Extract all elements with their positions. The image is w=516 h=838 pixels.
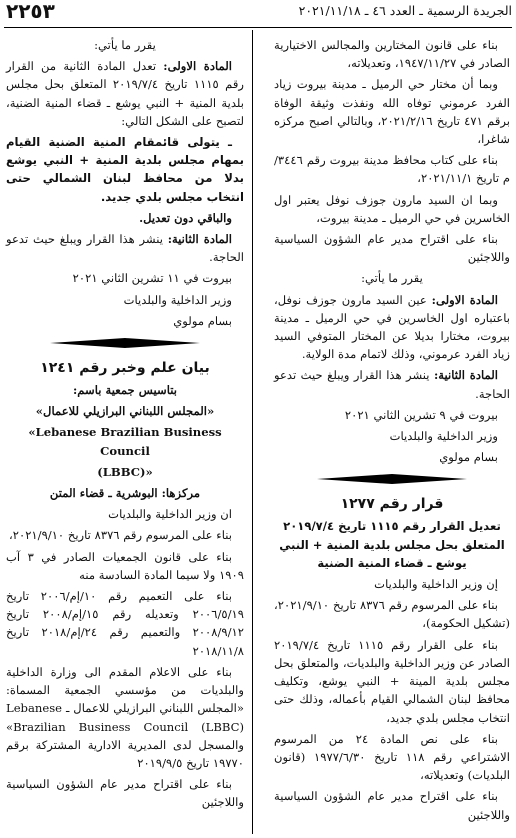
article-label: المادة الثانية: bbox=[167, 232, 232, 247]
article-text: ينشر هذا القرار ويبلغ حيث تدعو الحاجة. bbox=[6, 232, 244, 265]
decision-title: قرار رقم ١٢٧٧ bbox=[340, 496, 444, 513]
page-header bbox=[4, 2, 512, 24]
article-1 bbox=[6, 57, 244, 130]
article-1 bbox=[274, 291, 510, 364]
article-label: المادة الاولى: bbox=[431, 292, 499, 307]
article-label: المادة الثانية: bbox=[433, 368, 498, 383]
association-hq: مركزها: البوشرية ـ قضاء المتن bbox=[49, 486, 201, 501]
section-separator bbox=[274, 472, 510, 488]
paragraph: بناء على اقتراح مدير عام الشؤون السياسية واللاجئين bbox=[274, 789, 510, 822]
paragraph: بناء على اقتراح مدير عام الشؤون السياسية واللاجئين bbox=[274, 232, 510, 265]
article-text: تعدل المادة الثانية من القرار رقم ١١١٥ تاريخ ٢٠١٩/٧/٤ المتعلق بحل مجلس بلدية المنية + النبي يوشع ـ قضاء المنية الضنية، لتصبح على الشكل التالي: bbox=[6, 59, 244, 128]
signing-date: بيروت في ١١ تشرين الثاني ٢٠٢١ bbox=[72, 271, 232, 286]
paragraph: بناء على قانون المختارين والمجالس الاختيارية الصادر في ١٩٤٧/١١/٢٧، وتعديلاته، bbox=[274, 38, 510, 71]
minister-title: وزير الداخلية والبلديات bbox=[123, 292, 232, 307]
notice-title: بيان علم وخبر رقم ١٢٤١ bbox=[40, 360, 210, 377]
minister-title: وزير الداخلية والبلديات bbox=[389, 429, 498, 444]
article-text: عين السيد مارون جوزف نوفل، باعتباره اول الخاسرين في حي الرميل ـ مدينة بيروت، مختارا بديلا عن المختار المتوفي السيد زياد الفرد عرموني، وذلك لاتمام مدة الولاية. bbox=[274, 292, 510, 362]
article-label: المادة الاولى: bbox=[163, 59, 233, 74]
decides-heading: يقرر ما يأتي: bbox=[94, 38, 156, 52]
association-abbr: (LBBC)» bbox=[97, 464, 153, 479]
right-column bbox=[274, 36, 510, 827]
amended-text: ـ يتولى قائمقام المنية الضنية القيام بمهام مجلس بلدية المنية + النبي يوشع بدلا من محافظ لبنان الشمالي حتى انتخاب مجلس بلدي جديد. bbox=[6, 135, 244, 204]
minister-name: بسام مولوي bbox=[439, 450, 498, 465]
section-separator bbox=[6, 336, 244, 352]
paragraph: إن وزير الداخلية والبلديات bbox=[374, 577, 498, 592]
association-name-en: «Lebanese Brazilian Business Council bbox=[28, 425, 222, 458]
paragraph: بناء على التعميم رقم ١٠/إم/٢٠٠٦ تاريخ ٢٠٠٦/٥/١٩ وتعديله رقم ١٥/إم/٢٠٠٨ تاريخ ٢٠٠٨/٩/١٢ والتعميم رقم ٢٤/إم/٢٠١٨ تاريخ ٢٠١٨/١١/٨ bbox=[6, 589, 244, 658]
paragraph: بناء على اقتراح مدير عام الشؤون السياسية واللاجئين bbox=[6, 777, 244, 810]
article-2 bbox=[6, 230, 244, 266]
paragraph: بناء على نص المادة ٢٤ من المرسوم الاشتراعي رقم ١١٨ تاريخ ١٩٧٧/٦/٣٠ (قانون البلديات) وتعديلاته، bbox=[274, 731, 510, 783]
paragraph: وبما أن مختار حي الرميل ـ مدينة بيروت زياد الفرد عرموني توفاه الله ونفذت وثيقة الوفاة برقم ٤٧١ تاريخ ٢٠٢١/٢/١٦، وبالتالي اصبح مركزه شاغرا، bbox=[274, 77, 510, 147]
left-column bbox=[6, 36, 244, 815]
minister-name: بسام مولوي bbox=[173, 313, 232, 328]
notice-subtitle: بتاسيس جمعية باسم: bbox=[73, 383, 177, 398]
paragraph: بناء على كتاب محافظ مدينة بيروت رقم ٣٤٤٦/م تاريخ ٢٠٢١/١١/١، bbox=[274, 153, 510, 186]
article-2 bbox=[274, 366, 510, 402]
association-name-ar: «المجلس اللبناني البرازيلي للاعمال» bbox=[35, 404, 215, 419]
gazette-title: الجريدة الرسمية ـ العدد ٤٦ ـ ٢٠٢١/١١/١٨ bbox=[298, 3, 512, 18]
paragraph: بناء على المرسوم رقم ٨٣٧٦ تاريخ ٢٠٢١/٩/١٠، bbox=[9, 528, 232, 543]
decision-subject: تعديل القرار رقم ١١١٥ تاريخ ٢٠١٩/٧/٤ المتعلق بحل مجلس بلدية المنية + النبي يوشع ـ قضاء المنية الضنية bbox=[279, 519, 505, 570]
paragraph: ان وزير الداخلية والبلديات bbox=[108, 507, 232, 522]
header-rule bbox=[4, 27, 512, 28]
signing-date: بيروت في ٩ تشرين الثاني ٢٠٢١ bbox=[344, 407, 498, 422]
rest-unchanged: والباقي دون تعديل. bbox=[139, 210, 232, 225]
article-text: ينشر هذا القرار ويبلغ حيث تدعو الحاجة. bbox=[274, 368, 510, 401]
column-divider bbox=[252, 30, 253, 834]
paragraph: بناء على القرار رقم ١١١٥ تاريخ ٢٠١٩/٧/٤ الصادر عن وزير الداخلية والبلديات، والمتعلق بحل مجلس بلدية المينة + النبي يوشع، وتكليف محافظ لبنان الشمالي القيام بأعماله، وذلك حتى انتخاب مجلس بلدي جديد، bbox=[274, 637, 510, 725]
paragraph: بناء على قانون الجمعيات الصادر في ٣ آب ١٩٠٩ ولا سيما المادة السادسة منه bbox=[6, 549, 244, 582]
paragraph: بناء على المرسوم رقم ٨٣٧٦ تاريخ ٢٠٢١/٩/١٠، (تشكيل الحكومة)، bbox=[274, 598, 510, 631]
paragraph: وبما ان السيد مارون جوزف نوفل يعتبر اول الخاسرين في حي الرميل ـ مدينة بيروت، bbox=[274, 192, 510, 225]
paragraph: بناء على الاعلام المقدم الى وزارة الداخلية والبلديات من مؤسسي الجمعية المسماة: «المجلس اللبناني البرازيلي للاعمال ـ Lebanese Brazilian Business Council (LBBC)» والمسجل لدى المديرية الادارية المشتركة برقم ١٩٧٧٠ تاريخ ٢٠١٩/٩/٥ bbox=[6, 664, 244, 770]
page-number: ٢٢٥٣ bbox=[6, 0, 55, 23]
decides-heading: يقرر ما يأتي: bbox=[361, 271, 423, 286]
